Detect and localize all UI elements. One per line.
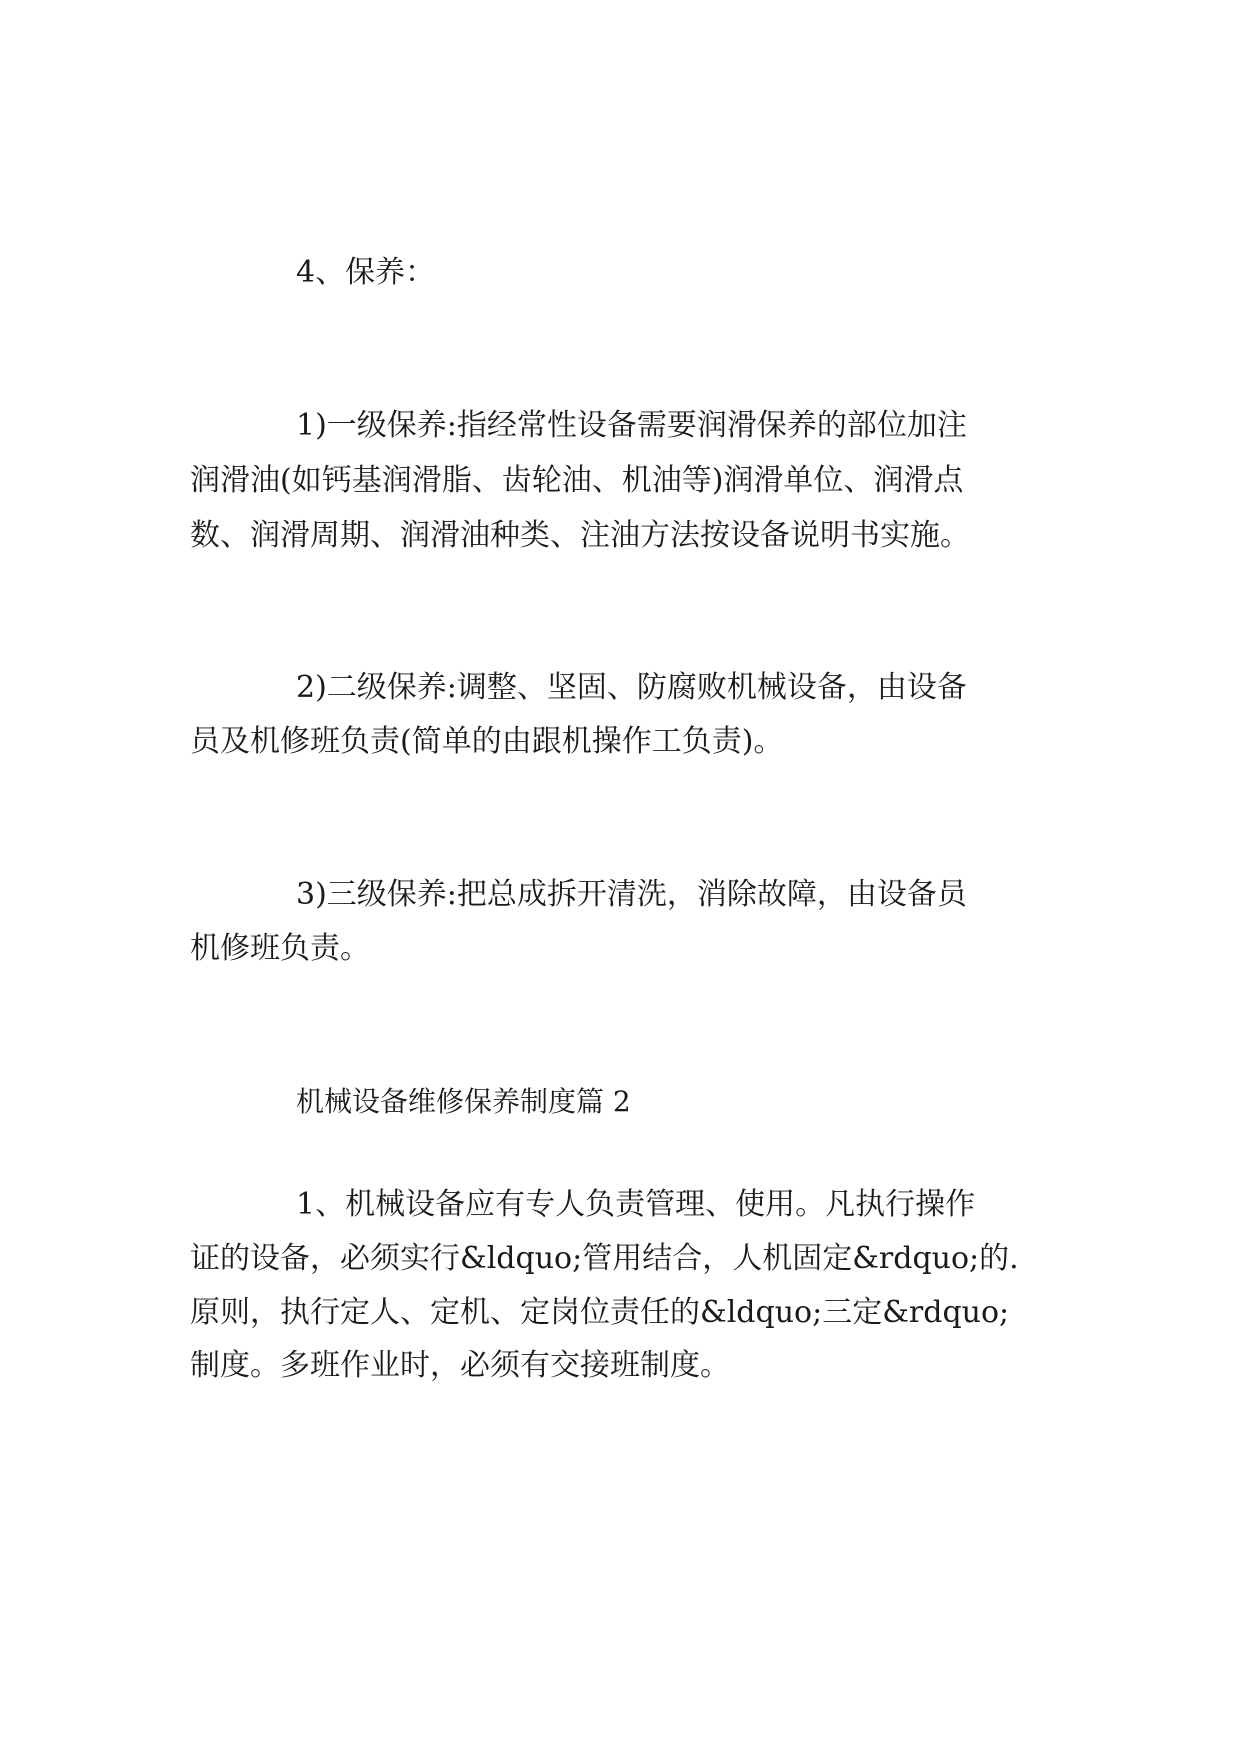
paragraph-line: 机修班负责。: [190, 931, 370, 966]
paragraph-line: 数、润滑周期、润滑油种类、注油方法按设备说明书实施。: [190, 518, 970, 553]
paragraph-line: 2)二级保养:调整、坚固、防腐败机械设备，由设备: [296, 670, 967, 705]
paragraph-line: 3)三级保养:把总成拆开清洗，消除故障，由设备员: [296, 877, 967, 912]
section-heading-maintenance: 4、保养：: [296, 255, 436, 290]
paragraph-line: 1、机械设备应有专人负责管理、使用。凡执行操作: [296, 1187, 976, 1222]
article-title: 机械设备维修保养制度篇 2: [296, 1085, 631, 1118]
paragraph-line: 润滑油(如钙基润滑脂、齿轮油、机油等)润滑单位、润滑点: [190, 463, 964, 498]
paragraph-line: 原则，执行定人、定机、定岗位责任的&ldquo;三定&rdquo;: [190, 1295, 1010, 1330]
paragraph-line: 制度。多班作业时，必须有交接班制度。: [190, 1348, 730, 1383]
paragraph-line: 证的设备，必须实行&ldquo;管用结合，人机固定&rdquo;的.: [190, 1241, 1019, 1276]
paragraph-line: 1)一级保养:指经常性设备需要润滑保养的部位加注: [296, 408, 967, 443]
paragraph-line: 员及机修班负责(简单的由跟机操作工负责)。: [190, 724, 784, 759]
